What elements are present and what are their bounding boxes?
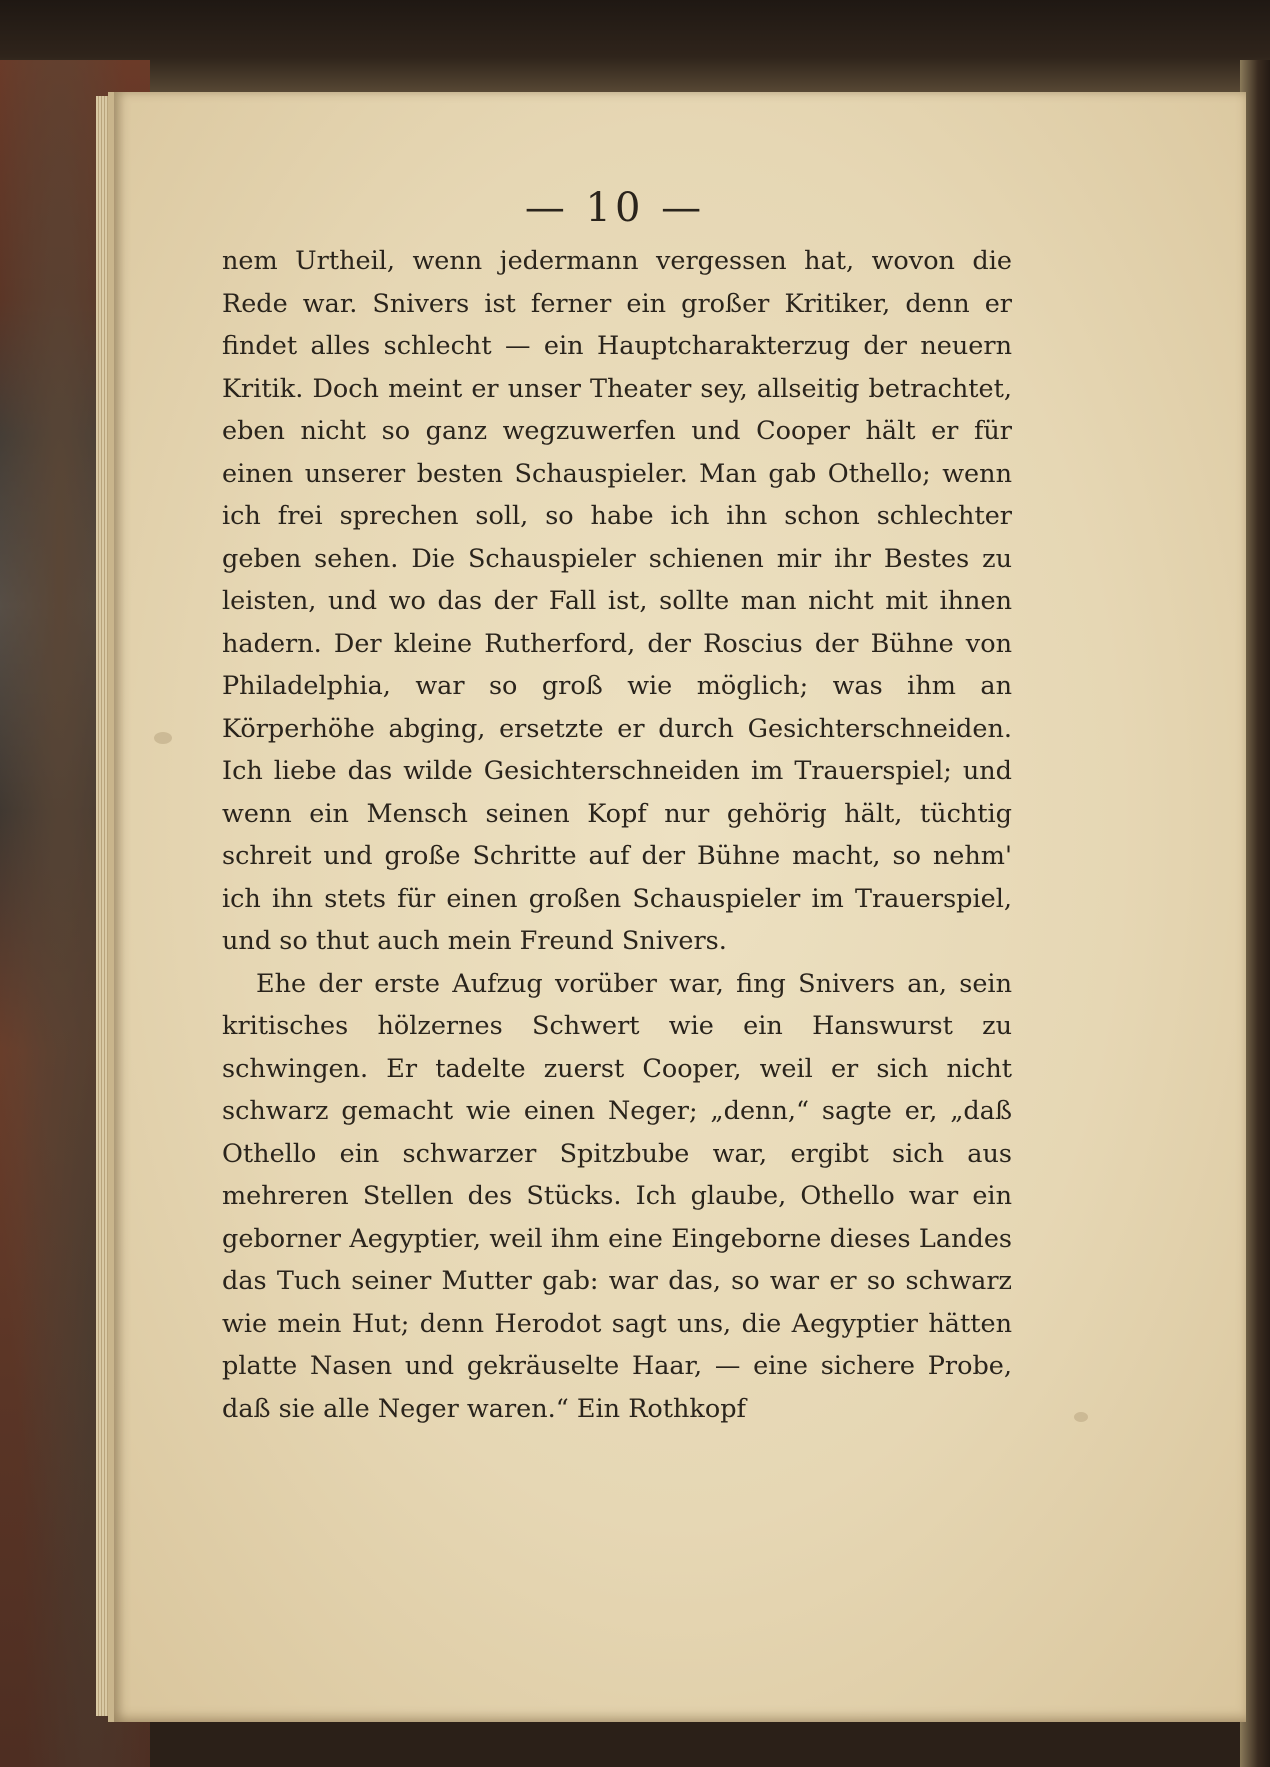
page-number-header: — 10 — [524,185,706,231]
book-top-edge [0,0,1270,95]
paragraph: nem Urtheil, wenn jedermann vergessen hat, wovon die Rede war. Snivers ist ferner ein großer Kritiker, denn er findet alles schlecht — ein Hauptcharakterzug der neuern Kritik. Doch meint er unser Theater sey, allseitig betrachtet, eben nicht so ganz wegzuwerfen und Cooper hält er für einen unserer besten Schauspieler. Man gab Othello; wenn ich frei sprechen soll, so habe ich ihn schon schlechter geben sehen. Die Schauspieler schienen mir ihr Bestes zu leisten, und wo das der Fall ist, sollte man nicht mit ihnen hadern. Der kleine Rutherford, der Roscius der Bühne von Philadelphia, war so groß wie möglich; was ihm an Körperhöhe abging, ersetzte er durch Gesichterschneiden. Ich liebe das wilde Gesichterschneiden im Trauerspiel; und wenn ein Mensch seinen Kopf nur gehörig hält, tüchtig schreit und große Schritte auf der Bühne macht, so nehm' ich ihn stets für einen großen Schauspieler im Trauerspiel, und so thut auch mein Freund Snivers. [222,246,1012,956]
page-body-text [222,240,1012,1430]
paragraph: Ehe der erste Aufzug vorüber war, fing Snivers an, sein kritisches hölzernes Schwert wie ein Hanswurst zu schwingen. Er tadelte zuerst Cooper, weil er sich nicht schwarz gemacht wie einen Neger; „denn,“ sagte er, „daß Othello ein schwarzer Spitzbube war, ergibt sich aus mehreren Stellen des Stücks. Ich glaube, Othello war ein geborner Aegyptier, weil ihm eine Eingeborne dieses Landes das Tuch seiner Mutter gab: war das, so war er so schwarz wie mein Hut; denn Herodot sagt uns, die Aegyptier hätten platte Nasen und gekräuselte Haar, — eine sichere Probe, daß sie alle Neger waren.“ Ein Rothkopf [222,968,1012,1424]
paper-stain [1074,1412,1088,1422]
paper-stain [154,732,172,744]
